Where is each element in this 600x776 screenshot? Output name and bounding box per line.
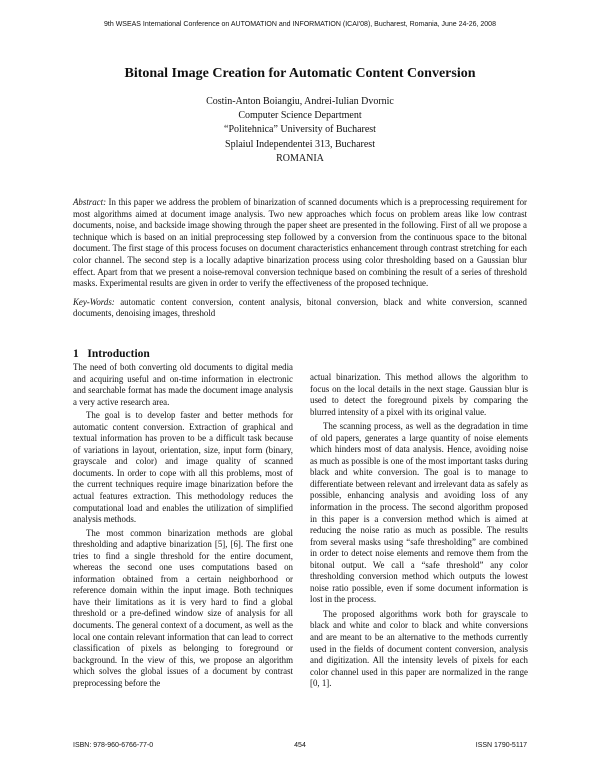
running-header: 9th WSEAS International Conference on AUTOMATION and INFORMATION (ICAI'08), Bucharest, Romania, June 24-26, 2008: [104, 21, 496, 28]
keywords-label: Key-Words:: [73, 296, 115, 307]
paragraph: The need of both converting old documents to digital media and acquiring useful and on-time information in electronic and searchable format has made the document image analysis a very active research area.: [73, 362, 293, 407]
department: Computer Science Department: [238, 110, 362, 122]
abstract-text: In this paper we address the problem of binarization of scanned documents which is a preprocessing requirement for most algorithms aimed at document image analysis. Two new approaches which focus on problem areas like low contrast documents, noise, and backside image showing through the paper sheet are presented in the following. First of all we propose a technique which is based on an initial preprocessing step followed by a conversion from the continuous space to the bitonal document. The first stage of this process focuses on document characteristics enhancement through contrast stretching for each color channel. The second step is a locally adaptive binarization process using color thresholding based on a Gaussian blur effect. Apart from that we present a noise-removal conversion technique based on combining the result of a series of threshold masks. Experimental results are given in order to verify the effectiveness of the proposed technique.: [73, 197, 527, 289]
paragraph: The scanning process, as well as the degradation in time of old papers, generates a large quantity of noise elements which hinders most of data analysis. Hence, avoiding noise as much as possible is one of the most important tasks during black and white conversion. The goal is to manage to differentiate between relevant and irrelevant data as safely as possible, enhancing analysis and avoiding loss of any information in the process. The second algorithm proposed in this paper is a conversion method which is aimed at reducing the noise ratio as much as possible. The results from several masks using “safe thresholding” are combined in order to detect noise elements and remove them from the bitonal output. We call a “safe threshold” any color thresholding conversion method which outputs the lowest noise ratio possible, even if some document information is lost in the process.: [310, 421, 528, 605]
issn: ISSN 1790-5117: [475, 742, 527, 749]
section-title: Introduction: [87, 348, 150, 360]
affiliation-block: [0, 95, 600, 166]
abstract-block: [73, 197, 527, 320]
paragraph: The goal is to develop faster and better methods for automatic content conversion. Extraction of graphical and textual information has proven to be a difficult task because of variations in layout, orientation, size, input form (binary, grayscale and color) and image quality of scanned documents. In order to cope with all this problems, most of the current techniques require image binarization before the actual features extraction. This methodology reduces the computational load and enables the utilization of simplified analysis methods.: [73, 410, 293, 525]
right-column: [310, 372, 528, 693]
address: Splaiul Independentei 313, Bucharest: [225, 138, 375, 150]
section-number: 1: [73, 348, 79, 360]
isbn: ISBN: 978-960-6766-77-0: [73, 742, 154, 749]
keywords: [73, 297, 527, 320]
section-heading: [73, 348, 150, 360]
paragraph: actual binarization. This method allows the algorithm to focus on the local details in the next stage. Gaussian blur is used to detect the foreground pixels by comparing the blurred intensity of a pixel with its original value.: [310, 372, 528, 417]
abstract: [73, 197, 527, 290]
country: ROMANIA: [276, 152, 324, 164]
abstract-label: Abstract:: [73, 197, 107, 207]
keywords-text: automatic content conversion, content analysis, bitonal conversion, black and white conversion, scanned documents, denoising images, threshold: [73, 296, 527, 319]
paragraph: The most common binarization methods are global thresholding and adaptive binarization [5], [6]. The first one tries to find a single threshold for the entire document, whereas the second one uses computations based on information obtained from a certain neighborhood or reference domain within the input image. Both techniques have their limitations as it is very hard to find a global threshold or a pre-defined window size of analysis for all documents. The general context of a document, as well as the local one contain relevant information that can lead to correct classification of pixels as belonging to foreground or background. In the view of this, we propose an algorithm which solves the global issues of a document by contrast preprocessing before the: [73, 527, 293, 688]
paper-title: Bitonal Image Creation for Automatic Content Conversion: [124, 66, 476, 81]
paragraph: The proposed algorithms work both for grayscale to black and white and color to black and white conversions and are meant to be an alternative to the methods currently used in the fields of document content conversion, analysis and digitization. All the intensity levels of pixels for each color channel used in this paper are normalized in the range [0, 1].: [310, 608, 528, 689]
university: “Politehnica” University of Bucharest: [224, 124, 376, 136]
left-column: [73, 362, 293, 691]
page-number: 454: [294, 742, 306, 749]
authors: Costin-Anton Boiangiu, Andrei-Iulian Dvornic: [206, 96, 394, 107]
